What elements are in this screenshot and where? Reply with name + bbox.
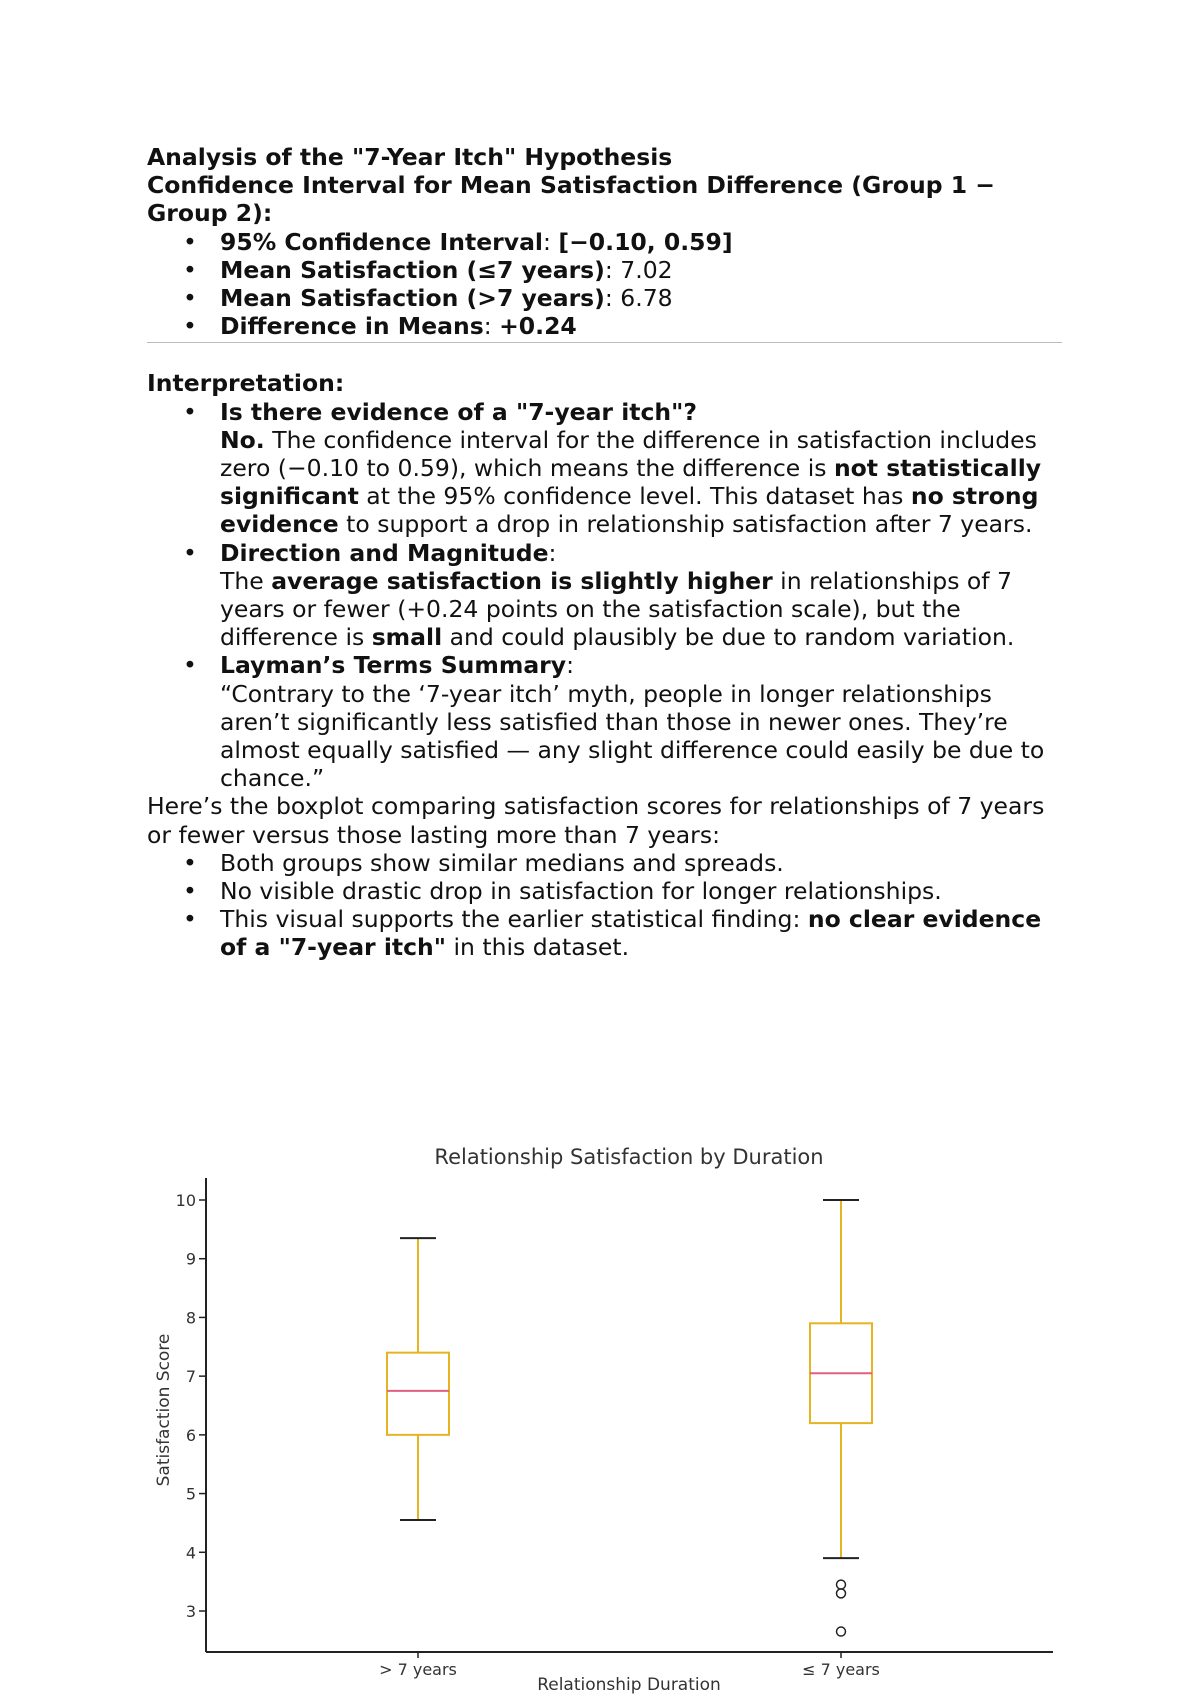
y-tick-label: 7 [185,1367,196,1387]
y-tick-label: 10 [175,1191,196,1210]
interpretation-heading: Interpretation: [147,369,345,398]
ci-bullet-list [147,228,1062,341]
boxplot-chart [0,1130,1200,1696]
interpretation-list [147,398,1062,793]
y-tick-label: 3 [185,1602,196,1621]
y-tick-label: 8 [185,1308,196,1328]
outlier-point [837,1627,846,1636]
ci-subtitle: Confidence Interval for Mean Satisfaction Difference (Group 1 − Group 2): [147,171,995,228]
horizontal-divider [147,342,1062,343]
outlier-point [837,1589,846,1598]
ci-bullet: • 95% Confidence Interval: [−0.10, 0.59] [147,228,1062,256]
boxplot-bullet-list [147,849,1062,962]
y-tick-label: 4 [185,1543,196,1563]
plot-area [176,1191,880,1679]
mean-short-bullet: • Mean Satisfaction (≤7 years): 7.02 [147,256,1062,284]
chart-title: Relationship Satisfaction by Duration [434,1145,824,1169]
y-tick-label: 6 [185,1425,196,1445]
x-tick-label: ≤ 7 years [802,1660,880,1679]
boxplot-bullet: • No visible drastic drop in satisfaction for longer relationships. [147,877,1062,905]
direction-item: • Direction and Magnitude: The average satisfaction is slightly higher in relationships of 7 years or fewer (+0.24 points on the satisfaction scale), but the difference is small and could plausibly be due to random variation. [147,539,1062,652]
mean-long-bullet: • Mean Satisfaction (>7 years): 6.78 [147,284,1062,312]
x-tick-label: > 7 years [379,1660,457,1679]
boxplot-intro: Here’s the boxplot comparing satisfaction scores for relationships of 7 years or fewer versus those lasting more than 7 years: [147,792,1045,849]
document-body [147,143,1062,962]
layman-item: • Layman’s Terms Summary: “Contrary to the ‘7-year itch’ myth, people in longer relationships aren’t significantly less satisfied than those in newer ones. They’re almost equally satisfied — any slight difference could easily be due to chance.” [147,651,1062,792]
y-tick-label: 5 [185,1484,196,1504]
chart-ylabel: Satisfaction Score [154,1333,174,1487]
outlier-point [837,1580,846,1589]
y-tick-label: 9 [185,1249,196,1269]
boxplot-bullet: • This visual supports the earlier statistical finding: no clear evidence of a "7-year itch" in this dataset. [147,905,1062,961]
difference-bullet: • Difference in Means: +0.24 [147,312,1062,340]
document-title: Analysis of the "7-Year Itch" Hypothesis [147,143,673,171]
box [387,1353,449,1435]
evidence-item: • Is there evidence of a "7-year itch"? No. The confidence interval for the difference in satisfaction includes zero (−0.10 to 0.59), which means the difference is not statistically significant at the 95% confidence level. This dataset has no strong evidence to support a drop in relationship satisfaction after 7 years. [147,398,1062,539]
boxplot-bullet: • Both groups show similar medians and spreads. [147,849,1062,877]
chart-xlabel: Relationship Duration [537,1675,721,1695]
